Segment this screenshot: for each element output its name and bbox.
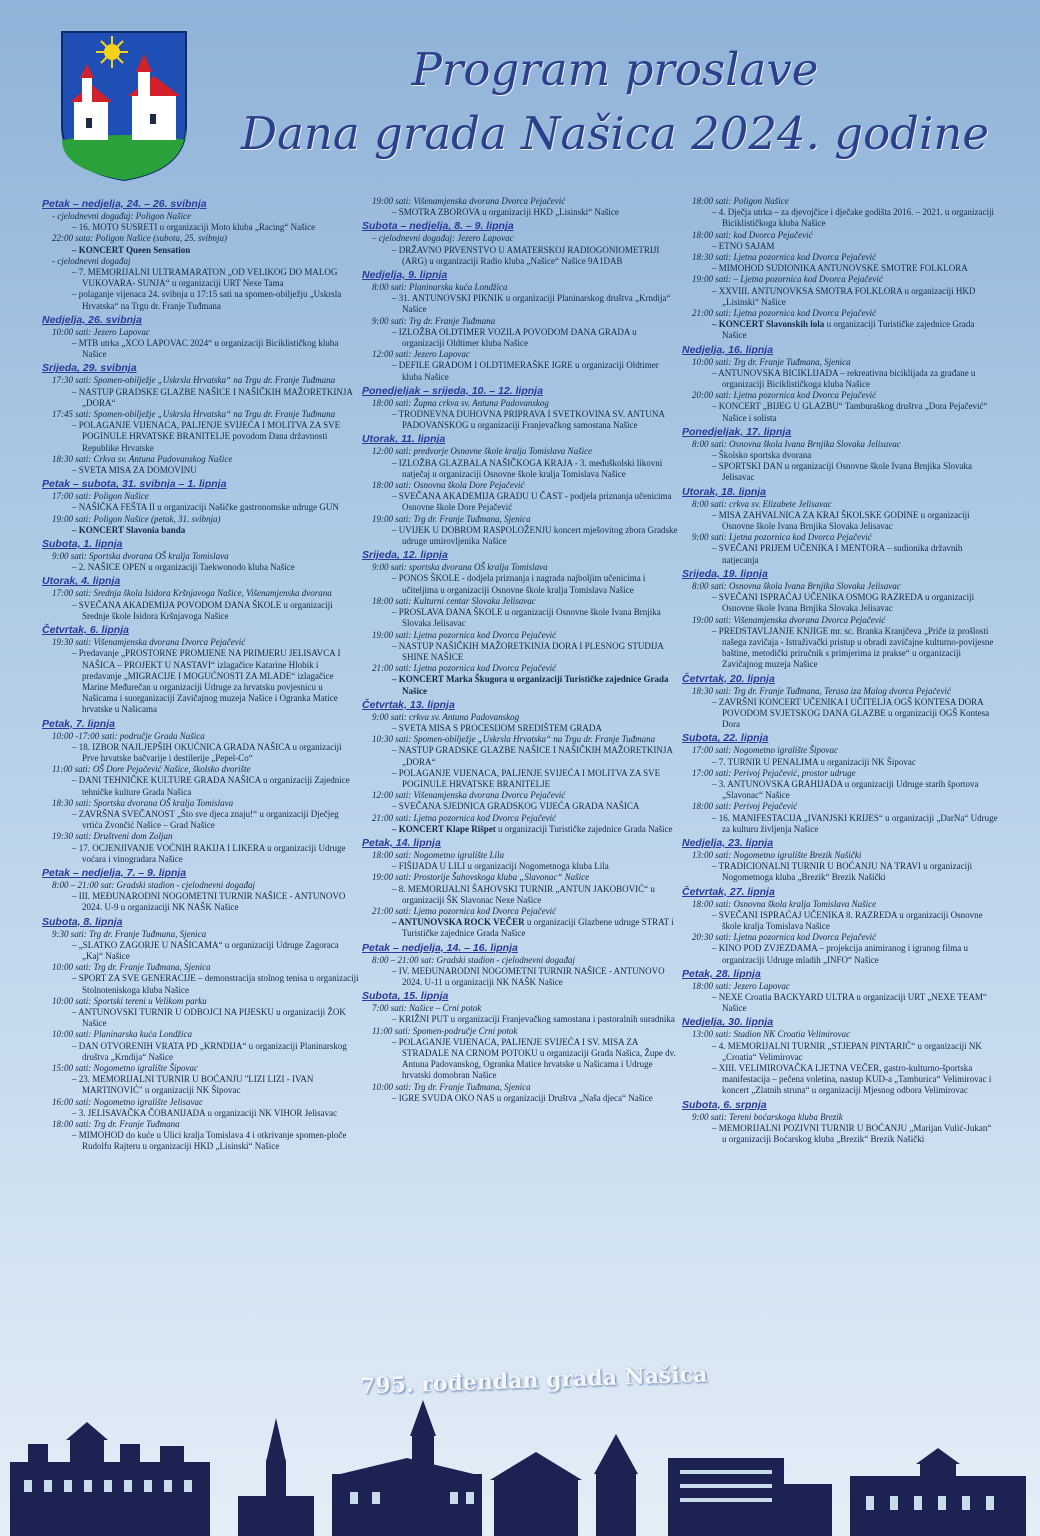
event-description: – PREDSTAVLJANJE KNJIGE mr. sc. Branka Kranjčeva „Priče iz prošlosti našega zavičaja - Istraživački pristup u obradi zavičajne kulturno-povijesne baštine, metodički priručnik s primjerima iz prakse“ u organizaciji Zavičajnog muzeja Našice: [712, 625, 994, 670]
event-time-location: 17:00 sati: Srednja škola Isidora Kršnjavoga Našice, Višenamjenska dvorana: [52, 588, 332, 599]
event-description: – MIMOHOD SUDIONIKA ANTUNOVSKE SMOTRE FOLKLORA: [712, 263, 968, 274]
day-heading: Subota, 22. lipnja: [682, 732, 769, 745]
event-time-location: 9:00 sati: Sportska dvorana OŠ kralja Tomislava: [52, 551, 229, 562]
event-description: – IV. MEĐUNARODNI NOGOMETNI TURNIR NAŠICE - ANTUNOVO 2024. U-11 u organizaciji NK NAŠK Našice: [392, 965, 665, 987]
event-time-location: 18:30 sati: Ljetna pozornica kod Dvorca Pejačević: [692, 252, 877, 263]
highlight-event-title: – KONCERT Klape Rišpet: [392, 823, 496, 834]
event-time-location: – cjelodnevni događaj: Jezero Lapovac: [372, 233, 514, 244]
day-heading: Nedjelja, 16. lipnja: [682, 343, 774, 356]
event-description: – IGRE SVUDA OKO NAS u organizaciji Društva „Naša djeca“ Našice: [392, 1092, 653, 1103]
event-description: [682, 319, 998, 341]
event-time-location: 18:00 sati: Poligon Našice: [692, 196, 789, 206]
event-description: [42, 245, 360, 256]
event-time-location: 19:00 sati: – Ljetna pozornica kod Dvorca Pejačević: [692, 274, 883, 285]
event-time-location: 17:00 sati: Nogometno igralište Šipovac: [692, 745, 838, 756]
day-heading: Petak, 7. lipnja: [42, 717, 115, 730]
event-time-location: 18:30 sati: Sportska dvorana OŠ kralja Tomislava: [52, 797, 234, 808]
event-description: – SMOTRA ZBOROVA u organizaciji HKD „Lisinski“ Našice: [392, 207, 619, 218]
event-description: – POLAGANJE VIJENACA, PALJENJE SVIJEĆA I MOLITVA ZA SVE POGINULE HRVATSKE BRANITELJE: [392, 767, 661, 789]
event-description: – 4. Dječja utrka – za djevojčice i dječake godišta 2016. – 2021. u organizaciji Biciklističkoga kluba Našice: [712, 207, 994, 229]
event-time-location: 17:45 sati: Spomen-obilježje „Uskrsla Hrvatska“ na Trgu dr. Franje Tuđmana: [52, 409, 336, 420]
event-description: – IZLOŽBA OLDTIMER VOZILA POVODOM DANA GRADA u organizaciji Oldtimer kluba Našice: [392, 326, 637, 349]
event-time-location: 19:00 sati: Ljetna pozornica kod Dvorca Pejačević: [372, 629, 557, 640]
event-description: – SVEČANI ISPRAĆAJ UČENIKA OSMOG RAZREDA u organizaciji Osnovne škole Ivana Brnjika Slovaka Jelisavac: [712, 592, 975, 614]
event-description: – SPORTSKI DAN u organizaciji Osnovne škole Ivana Brnjika Slovaka Jelisavac: [712, 461, 973, 483]
day-heading: Petak – nedjelja, 24. – 26. svibnja: [42, 198, 207, 210]
event-description: – POLAGANJE VIJENACA, PALJENJE SVIJEĆA I SV. MISA ZA STRADALE NA CRNOM POTOKU u organizaciji Grada Našica, Župe dv. Antuna Padovanskog, Ogranka Matice hrvatske u Našicama i Udruge hrvatski domobran Našice: [392, 1036, 676, 1081]
event-description: – TRODNEVNA DUHOVNA PRIPRAVA I SVETKOVINA SV. ANTUNA PADOVANSKOG u organizaciji Franjevačkog samostana Našice: [392, 409, 665, 431]
day-heading: Subota, 1. lipnja: [42, 538, 123, 551]
event-description: – POLAGANJE VIJENACA, PALJENJE SVIJEĆA I MOLITVA ZA SVE POGINULE HRVATSKE BRANITELJE povodom Dana državnosti Republike Hrvatske: [72, 420, 341, 453]
event-description: – 3. ANTUNOVSKA GRAHIJADA u organizaciji Udruge starih športova „Slavonac“ Našice: [712, 778, 979, 801]
event-description: – DANI TEHNIČKE KULTURE GRADA NAŠICA u organizaciji Zajednice tehničke kulture Grada Našica: [72, 775, 350, 797]
event-time-location: 19:00 sati: Prostorije Šahovskoga kluba „Slavonac“ Našice: [372, 872, 590, 883]
title-line-1: Program proslave: [411, 43, 819, 96]
event-description: – SVEČANI ISPRAĆAJ UČENIKA 8. RAZREDA u organizaciji Osnovne škole kralja Tomislava Našice: [712, 909, 983, 931]
event-description: – ANTUNOVSKI TURNIR U ODBOJCI NA PIJESKU u organizaciji ŽOK Našice: [72, 1006, 346, 1029]
event-description: – ZAVRŠNA SVEČANOST „Što sve djeca znaju!“ u organizaciji Dječjeg vrtića Zvončić Našice – Grad Našice: [72, 808, 339, 831]
event-time-location: 18:00 sati: Osnovna škola kralja Tomislava Našice: [692, 898, 877, 909]
event-description: – NASTUP GRADSKE GLAZBE NAŠICE I NAŠIČKIH MAŽORETKINJA „DORA“: [72, 386, 353, 408]
day-heading: Petak – subota, 31. svibnja – 1. lipnja: [42, 478, 227, 491]
event-description: – XXVIII. ANTUNOVKSA SMOTRA FOLKLORA u organizaciji HKD „Lisinski“ Našice: [712, 285, 976, 307]
event-description: – MIMOHOD do kuće u Ulici kralja Tomislava 4 i otkrivanje spomen-ploče Rudolfu Rajteru u organizaciji HKD „Lisinski“ Našice: [72, 1130, 347, 1152]
event-time-location: 19:30 sati: Višenamjenska dvorana Dvorca Pejačević: [52, 637, 246, 648]
event-description: – NASTUP GRADSKE GLAZBE NAŠICE I NAŠIČKIH MAŽORETKINJA „DORA“: [392, 745, 673, 767]
day-heading: Ponedjeljak, 17. lipnja: [682, 425, 792, 438]
event-description: – DAN OTVORENIH VRATA PD „KRNDIJA“ u organizaciji Planinarskog društva „Krndija“ Našice: [72, 1040, 347, 1062]
event-description: – ZAVRŠNI KONCERT UČENIKA I UČITELJA OGŠ KONTESA DORA POVODOM SVJETSKOG DANA GLAZBE u organizaciji OGŠ Kontesa Dora: [712, 696, 990, 730]
event-description: – MTB utrka „XCO LAPOVAC 2024“ u organizaciji Biciklističkog kluba Našice: [72, 338, 339, 360]
event-time-location: 22:00 sata: Poligon Našice (subota, 25. svibnja): [52, 233, 227, 244]
day-heading: Četvrtak, 20. lipnja: [682, 672, 775, 685]
program-column-1: [42, 196, 360, 1153]
event-description: – PROSLAVA DANA ŠKOLE u organizaciji Osnovne škole Ivana Brnjika Slovaka Jelisavac: [392, 607, 661, 629]
day-heading: Četvrtak, 6. lipnja: [42, 624, 129, 637]
day-heading: Srijeda, 29. svibnja: [42, 362, 137, 375]
event-time-location: 18:00 sati: Trg dr. Franje Tuđmana: [52, 1119, 180, 1130]
event-time-location: 8:00 – 21:00 sat: Gradski stadion - cjelodnevni događaj: [52, 879, 255, 890]
event-time-location: 12:00 sati: Višenamjenska dvorana Dvorca Pejačević: [372, 790, 566, 801]
event-description: – „SLATKO ZAGORJE U NAŠICAMA“ u organizaciji Udruge Zagoraca „Kaj“ Našice: [72, 939, 339, 961]
event-description: – NAŠIČKA FEŠTA II u organizaciji Našičke gastronomske udruge GUN: [72, 502, 339, 513]
day-heading: Petak – nedjelja, 14. – 16. lipnja: [362, 941, 518, 954]
event-time-location: 18:00 sati: Nogometno igralište Lila: [372, 849, 505, 860]
event-time-location: 18:00 sati: Kulturni centar Slovaka Jelisavac: [372, 595, 536, 606]
event-time-location: 13:00 sati: Nogometno igralište Brezik Našički: [692, 849, 862, 860]
event-time-location: 20:00 sati: Ljetna pozornica kod Dvorca Pejačević: [692, 390, 877, 401]
event-time-location: 9:00 sati: Tereni boćarskoga kluba Brezik: [692, 1111, 843, 1122]
event-time-location: 16:00 sati: Nogometno igralište Jelisavac: [52, 1096, 203, 1107]
event-description: – ETNO SAJAM: [712, 240, 775, 251]
event-time-location: 18:00 sati: Osnovna škola Dore Pejačević: [372, 480, 525, 491]
city-skyline-illustration: [0, 1400, 1040, 1536]
event-description: – DEFILE GRADOM I OLDTIMERAŠKE IGRE u organizaciji Oldtimer kluba Našice: [392, 360, 659, 382]
day-heading: Utorak, 11. lipnja: [362, 433, 446, 446]
event-time-location: 11:00 sati: Spomen-područje Crni potok: [372, 1025, 518, 1036]
day-heading: Nedjelja, 30. lipnja: [682, 1016, 774, 1029]
event-description: – SVEČANI PRIJEM UČENIKA I MENTORA – sudionika državnih natjecanja: [712, 543, 963, 565]
day-heading: Petak, 28. lipnja: [682, 967, 761, 980]
event-time-location: 21:00 sati: Ljetna pozornica kod Dvorca Pejačević: [372, 812, 557, 823]
event-description: – 7. TURNIR U PENALIMA u organizaciji NK Šipovac: [712, 756, 916, 767]
event-description: – SVEČANA AKADEMIJA POVODOM DANA ŠKOLE u organizaciji Srednje škole Isidora Kršnjavoga Našice: [72, 599, 333, 621]
event-description: [42, 525, 360, 536]
event-description: – SVETA MISA ZA DOMOVINU: [72, 465, 197, 476]
program-column-3: [682, 196, 998, 1145]
day-heading: Petak – nedjelja, 7. – 9. lipnja: [42, 866, 187, 879]
event-description: – 31. ANTUNOVSKI PIKNIK u organizaciji Planinarskog društva „Krndija“ Našice: [392, 293, 671, 315]
event-time-location: 8:00 sati: Planinarska kuća Londžica: [372, 282, 508, 293]
event-time-location: 18:00 sati: Župna crkva sv. Antuna Padovanskog: [372, 397, 549, 408]
event-time-location: - cjelodnevni događaj: [52, 255, 131, 266]
event-description: – KONCERT „BIJEG U GLAZBU“ Tamburaškog društva „Dora Pejačević“ Našice i solista: [712, 401, 988, 423]
event-time-location: 13:00 sati: Stadion NK Croatia Velimirovac: [692, 1029, 851, 1040]
day-heading: Nedjelja, 9. lipnja: [362, 269, 448, 282]
event-description: – 8. MEMORIJALNI ŠAHOVSKI TURNIR „ANTUN JAKOBOVIĆ“ u organizaciji ŠK Slavonac Nexe Našice: [392, 883, 655, 905]
event-time-location: 10:00 -17:00 sati: područje Grada Našica: [52, 730, 205, 741]
event-time-location: 18:30 sati: Crkva sv. Antuna Padovanskog Našice: [52, 453, 233, 464]
event-time-location: 9:00 sati: crkva sv. Antuna Padovanskog: [372, 711, 520, 722]
highlight-event-title: – KONCERT Queen Sensation: [72, 244, 191, 255]
event-description: – KRIŽNI PUT u organizaciji Franjevačkog samostana i pastoralnih suradnika: [392, 1014, 675, 1025]
event-time-location: 19:00 sati: Višenamjenska dvorana Dvorca Pejačević: [692, 614, 886, 625]
event-description: – III. MEĐUNARODNI NOGOMETNI TURNIR NAŠICE - ANTUNOVO 2024. U-9 u organizaciji NK NAŠK Našice: [72, 891, 346, 913]
highlight-event-title: – KONCERT Slavonia banda: [72, 524, 186, 535]
event-organizer: u organizaciji Turističke zajednice Grada Našice: [495, 823, 673, 834]
day-heading: Subota, 6. srpnja: [682, 1098, 767, 1111]
event-time-location: 17:30 sati: Spomen-obilježje „Uskrsla Hrvatska“ na Trgu dr. Franje Tuđmana: [52, 375, 336, 386]
day-heading: Četvrtak, 13. lipnja: [362, 698, 455, 711]
event-time-location: 8:00 – 21:00 sat: Gradski stadion - cjelodnevni događaj: [372, 954, 575, 965]
event-description: – 2. NAŠICE OPEN u organizaciji Taekwonodo kluba Našice: [72, 562, 295, 573]
highlight-event-title: – KONCERT Slavonskih lola: [712, 319, 825, 330]
event-time-location: 9:00 sati: Trg dr. Franje Tuđmana: [372, 315, 496, 326]
day-heading: Utorak, 4. lipnja: [42, 575, 121, 588]
day-heading: Utorak, 18. lipnja: [682, 485, 767, 498]
event-time-location: 7:00 sati: Našice – Crni potok: [372, 1003, 482, 1014]
event-description: – SVEČANA SJEDNICA GRADSKOG VIJEĆA GRADA NAŠICA: [392, 801, 640, 812]
event-description: – UVIJEK U DOBROM RASPOLOŽENJU koncert mješovitog zbora Gradske udruge umirovljenika Našice: [392, 524, 678, 547]
event-description: – 4. MEMORIJALNI TURNIR „STJEPAN PINTARIĆ“ u organizaciji NK „Croatia“ Velimirovac: [712, 1040, 982, 1062]
event-time-location: 10:00 sati: Trg dr. Franje Tuđmana, Sjenica: [372, 1081, 531, 1092]
highlight-event-title: – KONCERT Marka Škugora u organizaciji Turističke zajednice Grada Našice: [392, 674, 669, 696]
day-heading: Srijeda, 19. lipnja: [682, 567, 768, 580]
event-description: – polaganje vijenaca 24. svibnja u 17:15 sati na spomen-obilježju „Uskrsla Hrvatska“ na Trgu dr. Franje Tuđmana: [72, 289, 342, 311]
event-description: – SPORT ZA SVE GENERACIJE – demonstracija stolnog tenisa u organizaciji Stolnoteniskoga kluba Našice: [72, 973, 359, 995]
event-time-location: 11:00 sati: OŠ Dore Pejačević Našice, školsko dvorište: [52, 764, 251, 775]
event-time-location: - cjelodnevni događaj: Poligon Našice: [52, 211, 191, 221]
day-heading: Četvrtak, 27. lipnja: [682, 885, 775, 898]
event-time-location: 10:00 sati: Trg dr. Franje Tuđmana, Sjenica: [52, 962, 211, 973]
event-time-location: 10:00 sati: Planinarska kuća Londžica: [52, 1029, 192, 1040]
day-heading: Ponedjeljak – srijeda, 10. – 12. lipnja: [362, 384, 543, 397]
event-time-location: 19:00 sati: Poligon Našice (petak, 31. svibnja): [52, 513, 221, 524]
event-time-location: 10:30 sati: Spomen-obilježje „Uskrsla Hrvatska“ na Trgu dr. Franje Tuđmana: [372, 734, 656, 745]
event-description: [362, 674, 680, 696]
event-description: [362, 824, 680, 835]
event-description: – KINO POD ZVJEZDAMA – projekcija animiranog i igranog filma u organizaciji Udruge mladih „INFO“ Našice: [712, 943, 968, 965]
event-description: – IZLOŽBA GLAZBALA NAŠIČKOGA KRAJA - 3. međuškolski likovni natječaj u organizaciji Osnovne škole kralja Tomislava Našice: [392, 457, 663, 479]
event-time-location: 8:00 sati: Osnovna škola Ivana Brnjika Slovaka Jelisavac: [692, 580, 901, 591]
event-time-location: 10:00 sati: Sportski tereni u Velikom parku: [52, 995, 207, 1006]
city-crest-icon: [60, 30, 188, 182]
event-description: – 17. OCJENJIVANJE VOĆNIH RAKIJA I LIKERA u organizaciji Udruge voćara i vinogradara Našice: [72, 842, 346, 864]
birthday-banner: 795. rođendan grada Našica: [359, 1361, 708, 1400]
event-description: – FIŠIJADA U LILI u organizaciji Nogometnoga kluba Lila: [392, 861, 609, 872]
highlight-event-title: – ANTUNOVSKA ROCK VEČER: [392, 917, 525, 928]
event-time-location: 9:00 sati: Ljetna pozornica kod Dvorca Pejačević: [692, 532, 872, 543]
event-time-location: 21:00 sati: Ljetna pozornica kod Dvorca Pejačević: [372, 905, 557, 916]
event-organizer: u organizaciji Glazbene udruge STRAT i Turističke zajednice Grada Našice: [402, 917, 674, 939]
event-description: – SVETA MISA S PROCESIJOM SREDIŠTEM GRADA: [392, 722, 602, 733]
page-title: [200, 38, 1030, 166]
event-description: [362, 917, 680, 939]
event-time-location: 12:00 sati: predvorje Osnovne škole kralja Tomislava Našice: [372, 446, 593, 457]
event-description: – 23. MEMORIJALNI TURNIR U BOĆANJU "LIZI LIZI - IVAN MARTINOVIĆ" u organizaciji NK Šipovac: [72, 1074, 314, 1096]
event-description: – Školsko sportska dvorana: [712, 450, 812, 461]
event-time-location: 17:00 sati: Perivoj Pejačević, prostor udruge: [692, 767, 856, 778]
event-time-location: 8:00 sati: Osnovna škola Ivana Brnjika Slovaka Jelisavac: [692, 438, 901, 449]
day-heading: Subota – nedjelja, 8. – 9. lipnja: [362, 220, 514, 233]
event-description: – 16. MANIFESTACIJA „IVANJSKI KRIJES“ u organizaciji „DarNa“ Udruge za kulturu življenja Našice: [712, 812, 998, 834]
event-time-location: 21:00 sati: Ljetna pozornica kod Dvorca Pejačević: [372, 663, 557, 674]
event-time-location: 20:30 sati: Ljetna pozornica kod Dvorca Pejačević: [692, 932, 877, 943]
event-time-location: 10:00 sati: Trg dr. Franje Tuđmana, Sjenica: [692, 356, 851, 367]
day-heading: Subota, 8. lipnja: [42, 915, 123, 928]
program-column-2: [362, 196, 680, 1104]
event-time-location: 18:00 sati: Jezero Lapovac: [692, 980, 790, 991]
event-description: – PONOS ŠKOLE - dodjela priznanja i nagrada najboljim učenicima i učiteljima u organizaciji Osnovne škole kralja Tomislava Našice: [392, 573, 646, 595]
event-description: – 7. MEMORIJALNI ULTRAMARATON „OD VELIKOG DO MALOG VUKOVARA- SUNJA“ u organizaciji URT Nexe Tama: [72, 267, 338, 289]
event-description: – 3. JELISAVAČKA ČOBANIJADA u organizaciji NK VIHOR Jelisavac: [72, 1107, 338, 1118]
event-time-location: 15:00 sati: Nogometno igralište Šipovac: [52, 1063, 198, 1073]
event-time-location: 8:00 sati: crkva sv. Elizabete Jelisavac: [692, 498, 832, 509]
event-description: – XIII. VELIMIROVAČKA LJETNA VEČER, gastro-kulturno-športska manifestacija – pečena voletina, nastup KUD-a „Tamburica“ Velimirovac i koncert „Zlatnih struna“ u organizaciji Mjesnog odbora Velimirovac: [712, 1063, 992, 1096]
event-time-location: 21:00 sati: Ljetna pozornica kod Dvorca Pejačević: [692, 308, 877, 319]
event-description: – 16. MOTO SUSRETI u organizaciji Moto kluba „Racing“ Našice: [72, 222, 316, 233]
event-time-location: 19:30 sati: Društveni dom Zoljan: [52, 831, 173, 842]
event-description: – ANTUNOVSKA BICIKLIJADA – rekreativna biciklijada za građane u organizaciji Biciklističkoga kluba Našice: [712, 367, 976, 390]
event-time-location: 18:00 sati: kod Dvorca Pejačević: [692, 229, 813, 240]
day-heading: Petak, 14. lipnja: [362, 836, 441, 849]
event-time-location: 10:00 sati: Jezero Lapovac: [52, 326, 150, 337]
event-description: – NASTUP NAŠIČKIH MAŽORETKINJA DORA I PLESNOG STUDIJA SHINE NAŠICE: [392, 640, 664, 662]
event-description: – Predavanje „PROSTORNE PROMJENE NA PRIMJERU JELISAVCA I NAŠICA – PROJEKT U NASTAVI“ izlagačice Katarine Hlobik i predavanje „MIGRACIJE I MOGUĆNOSTI ZA MLADE“ izlagačice Marine Međurečan u organizaciji Udruge za hrvatsku povjesnicu u Našicama i suorganizaciji Zavičajnog muzeja Našice i Ogranka Matice hrvatske u Našicama: [72, 648, 341, 715]
event-time-location: 12:00 sati: Jezero Lapovac: [372, 349, 470, 360]
event-time-location: 9:30 sati: Trg dr. Franje Tuđmana, Sjenica: [52, 928, 207, 939]
event-description: – DRŽAVNO PRVENSTVO U AMATERSKOJ RADIOGONIOMETRIJI (ARG) u organizaciji Radio kluba „Našice“ Našice 9A1DAB: [392, 244, 660, 266]
event-time-location: 18:30 sati: Trg dr. Franje Tuđmana, Terasa iza Malog dvorca Pejačević: [692, 685, 951, 696]
event-description: – MEMORIJALNI POZIVNI TURNIR U BOĆANJU „Marijan Vulić-Jukan“ u organizaciji Boćarskog kluba „Brezik“ Brezik Našički: [712, 1122, 992, 1145]
event-time-location: 18:00 sati: Perivoj Pejačević: [692, 801, 798, 812]
day-heading: Nedjelja, 23. lipnja: [682, 836, 774, 849]
day-heading: Subota, 15. lipnja: [362, 990, 449, 1003]
day-heading: Nedjelja, 26. svibnja: [42, 313, 142, 326]
event-description: – NEXE Croatia BACKYARD ULTRA u organizaciji URT „NEXE TEAM“ Našice: [712, 991, 987, 1014]
event-description: – MISA ZAHVALNICA ZA KRAJ ŠKOLSKE GODINE u organizaciji Osnovne škole Ivana Brnjika Slovaka Jelisavac: [712, 509, 970, 532]
event-description: – SVEČANA AKADEMIJA GRADU U ČAST - podjela priznanja učenicima Osnovne škole Dore Pejačević: [392, 491, 672, 513]
event-time-location: 9:00 sati: sportska dvorana OŠ kralja Tomislava: [372, 562, 548, 573]
event-organizer: u organizaciji Turističke zajednice Grada Našice: [722, 319, 975, 341]
event-description: – TRADICIONALNI TURNIR U BOĆANJU NA TRAVI u organizaciji Nogometnoga kluba „Brezik“ Brezik Našički: [712, 861, 973, 883]
event-time-location: 17:00 sati: Poligon Našice: [52, 491, 149, 502]
event-description: – 18. IZBOR NAJLJEPŠIH OKUĆNICA GRADA NAŠICA u organizaciji Prve hrvatske bačvarije i destilerije „Pepel-Co“: [72, 741, 342, 763]
day-heading: Srijeda, 12. lipnja: [362, 549, 448, 562]
event-time-location: 19:00 sati: Trg dr. Franje Tuđmana, Sjenica: [372, 513, 531, 524]
event-time-location: 19:00 sati: Višenamjenska dvorana Dvorca Pejačević: [372, 196, 566, 206]
title-line-2: Dana grada Našica 2024. godine: [241, 107, 989, 160]
